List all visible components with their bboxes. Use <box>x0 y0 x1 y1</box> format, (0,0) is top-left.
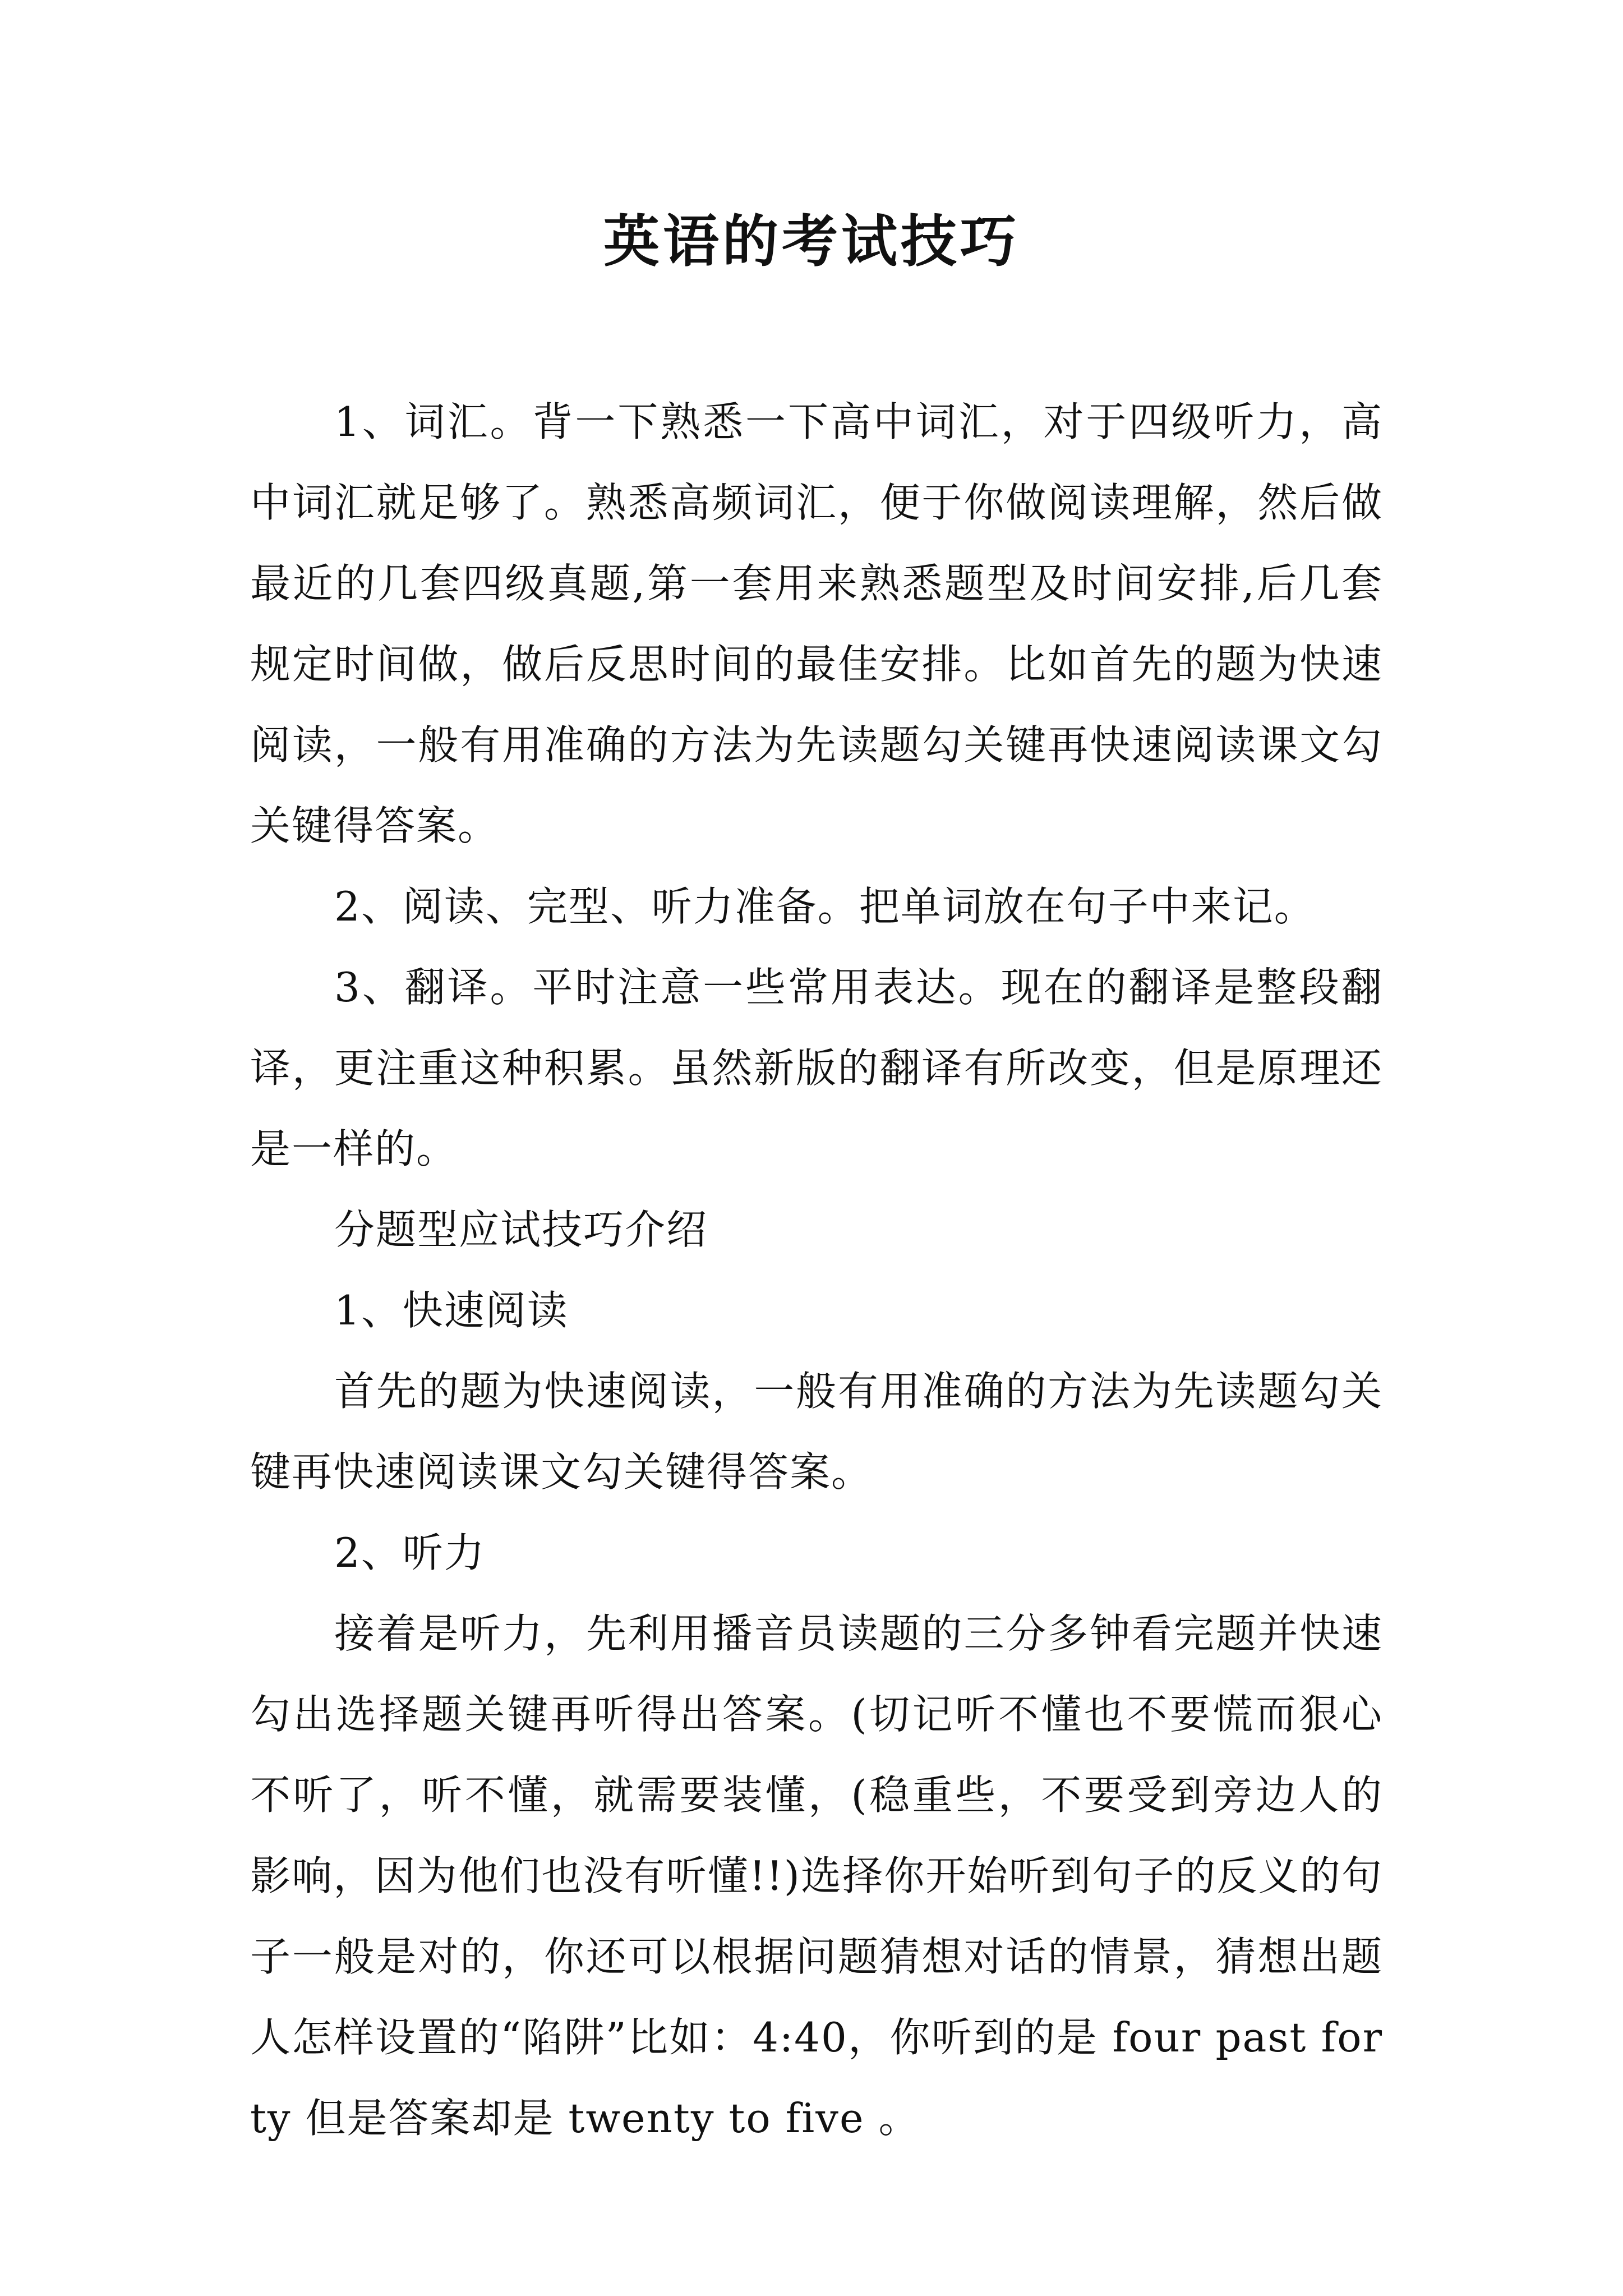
paragraph-fast-reading: 首先的题为快速阅读，一般有用准确的方法为先读题勾关键再快速阅读课文勾关键得答案。 <box>250 1368 1383 1496</box>
paragraph-listening: 接着是听力，先利用播音员读题的三分多钟看完题并快速勾出选择题关键再听得出答案。(切记听不懂也不要慌而狠心不听了，听不懂，就需要装懂，(稳重些，不要受到旁边人的影响，因为他们也没有听懂!!)选择你开始听到句子的反义的句子一般是对的，你还可以根据问题猜想对话的情景，猜想出题人怎样设置的“陷阱”比如：4:40，你听到的是 four past forty 但是答案却是 twenty to five 。 <box>250 1610 1383 2142</box>
subheading-listening: 2、听力 <box>334 1529 486 1576</box>
paragraph-vocabulary: 1、词汇。背一下熟悉一下高中词汇，对于四级听力，高中词汇就足够了。熟悉高频词汇，便于你做阅读理解，然后做最近的几套四级真题,第一套用来熟悉题型及时间安排,后几套规定时间做，做后反思时间的最佳安排。比如首先的题为快速阅读，一般有用准确的方法为先读题勾关键再快速阅读课文勾关键得答案。 <box>250 398 1383 849</box>
section-heading: 分题型应试技巧介绍 <box>334 1206 708 1253</box>
document-title: 英语的考试技巧 <box>603 208 1020 274</box>
paragraph-reading-prep: 2、阅读、完型、听力准备。把单词放在句子中来记。 <box>334 883 1316 930</box>
document-body <box>250 381 1383 2159</box>
paragraph-translation: 3、翻译。平时注意一些常用表达。现在的翻译是整段翻译，更注重这种积累。虽然新版的翻译有所改变，但是原理还是一样的。 <box>250 964 1383 1172</box>
subheading-fast-reading: 1、快速阅读 <box>334 1287 569 1334</box>
